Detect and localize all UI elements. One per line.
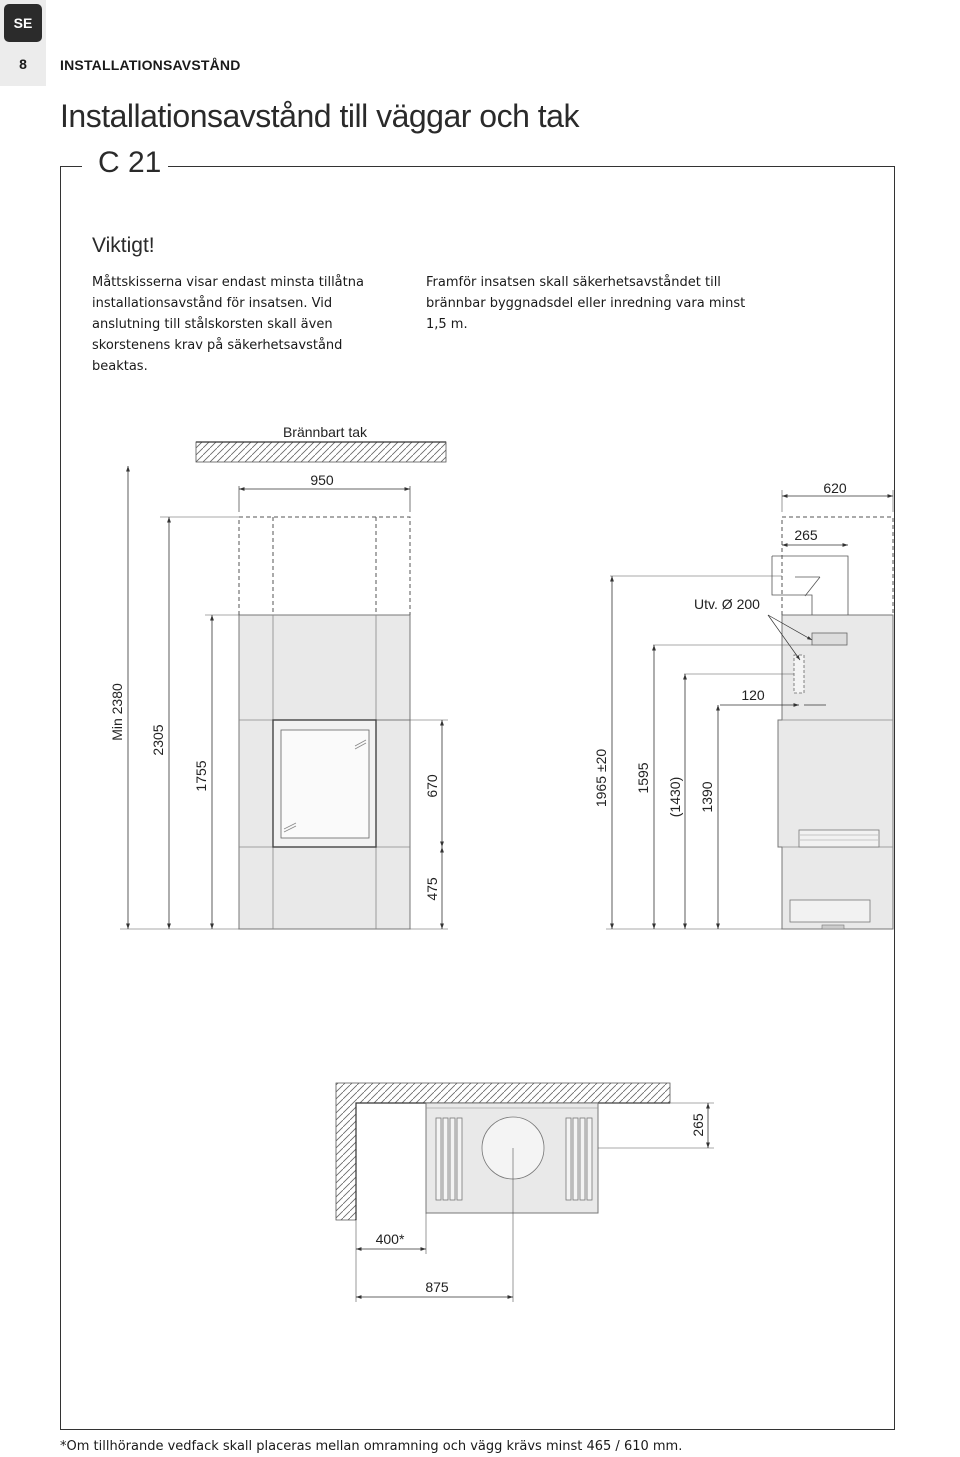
dim-1595: 1595 — [635, 762, 651, 794]
dim-min-2380: Min 2380 — [109, 683, 125, 741]
dim-120: 120 — [741, 687, 765, 703]
outlet-label: Utv. Ø 200 — [694, 596, 760, 612]
front-view — [109, 424, 448, 929]
dim-1965: 1965 ±20 — [593, 748, 609, 808]
page-number: 8 — [19, 56, 27, 72]
dim-875: 875 — [425, 1279, 449, 1295]
dim-1755: 1755 — [193, 760, 209, 792]
dim-400: 400* — [375, 1231, 405, 1247]
dim-1430: (1430) — [667, 776, 683, 818]
flue-outlet — [812, 633, 847, 645]
model-name: C 21 — [92, 146, 167, 180]
note-title: Viktigt! — [92, 234, 155, 257]
dim-475: 475 — [424, 877, 440, 901]
dim-620: 620 — [823, 480, 847, 496]
side-view — [593, 480, 893, 929]
note-right-text: Framför insatsen skall säkerhetsavståndet till brännbar byggnadsdel eller inredning vara minst 1,5 m. — [426, 275, 746, 332]
ceiling-label: Brännbart tak — [282, 424, 368, 440]
dim-2305: 2305 — [150, 724, 166, 756]
note-left-text: Måttskisserna visar endast minsta tillåtna installationsavstånd för insatsen. Vid anslutning till stålskorsten skall även skorstenens krav på säkerhetsavstånd beaktas. — [92, 275, 364, 374]
page-title: Installationsavstånd till väggar och tak — [60, 98, 579, 134]
language-badge: SE — [4, 4, 42, 42]
section-heading: INSTALLATIONSAVSTÅND — [60, 57, 241, 73]
dim-1390: 1390 — [699, 781, 715, 813]
footnote: *Om tillhörande vedfack skall placeras mellan omramning och vägg krävs minst 465 / 610 mm. — [60, 1439, 683, 1454]
ceiling-hatch — [196, 442, 446, 462]
plan-view — [336, 1083, 714, 1302]
dim-265-plan: 265 — [690, 1113, 706, 1137]
dim-265-side: 265 — [794, 527, 818, 543]
dim-950: 950 — [310, 472, 334, 488]
dim-670: 670 — [424, 774, 440, 798]
